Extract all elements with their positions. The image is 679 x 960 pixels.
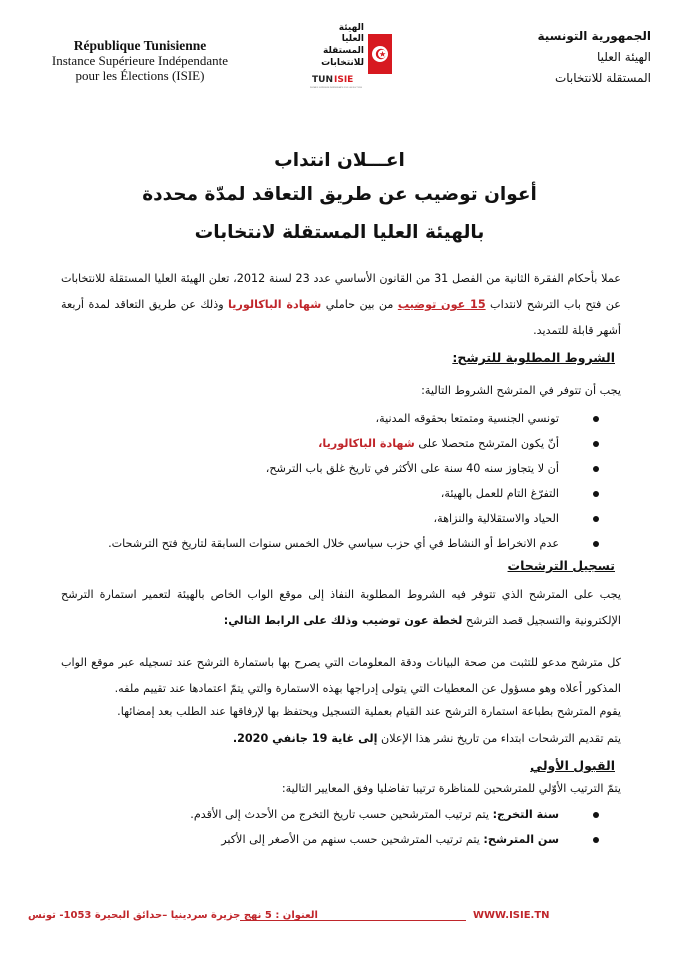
registration-heading: تسجيل الترشحات (507, 558, 615, 573)
footer (28, 910, 548, 928)
conditions-list (101, 406, 621, 556)
criterion-age-label: سن المترشح: (483, 833, 559, 846)
list-item (101, 531, 621, 556)
header-country-ar: الجمهورية التونسية (537, 29, 651, 43)
intro-text-1: عملا بأحكام الفقرة الثانية من الفصل 31 من القانون الأساسي عدد 23 لسنة 2012، تعلن الهيئة العليا المستقلة للانتخابات عن فتح باب الترشح لانتداب (61, 272, 621, 311)
announcement-subtitle-2: بالهيئة العليا المستقلة لانتخابات (194, 222, 485, 243)
footer-divider (240, 920, 466, 921)
condition-neutrality: الحياد والاستقلالية والنزاهة، (433, 512, 559, 525)
registration-deadline-prefix: يتم تقديم الترشحات ابتداء من تاريخ نشر هذا الإعلان (377, 732, 621, 745)
condition-diploma-prefix: أنّ يكون المترشح متحصلا على (414, 437, 559, 450)
registration-link-label: لخطة عون توضيب وذلك على الرابط التالي: (223, 614, 463, 627)
registration-paragraph-2: كل مترشح مدعو للتثبت من صحة البيانات ودقة المعلومات التي يصرح بها باستمارة الترشح عند تسجيله عبر موقع الواب المذكور أعلاه وهو مسؤول عن المعطيات التي يتولى إدراجها بهذه الاستمارة والتي يتمّ اعتمادها عند تقييم ملفه. (61, 656, 621, 695)
intro-highlight-agents: 15 عون توضيب (397, 298, 486, 311)
registration-deadline (61, 732, 621, 745)
criterion-graduation-label: سنة التخرج: (492, 808, 559, 821)
logo-arabic-2: العليا (341, 34, 364, 44)
isie-logo (300, 20, 400, 112)
header-elections-fr: pour les Élections (ISIE) (75, 68, 205, 83)
preselection-list (101, 802, 621, 852)
announcement-title: اعـــلان انتداب (274, 150, 405, 171)
preselection-lead: يتمّ الترتيب الأوّلي للمترشحين للمناظرة ترتيبا تفاضليا وفق المعايير التالية: (281, 782, 621, 795)
logo-arabic-1: الهيئة (338, 23, 364, 33)
registration-print-note: يقوم المترشح بطباعة استمارة الترشح عند القيام بعملية التسجيل ويحتفظ بها لإرفاقها عند الطلب بعد إمضائها. (117, 705, 621, 718)
registration-paragraph-1 (61, 582, 621, 634)
criterion-age-text: يتم ترتيب المترشحين حسب سنهم من الأصغر إلى الأكبر (221, 833, 484, 846)
announcement-subtitle: أعوان توضيب عن طريق التعاقد لمدّة محددة (142, 184, 537, 205)
header-country-fr: République Tunisienne (73, 38, 207, 53)
list-item (101, 827, 621, 852)
condition-no-party: عدم الانخراط أو النشاط في أي حزب سياسي خلال الخمس سنوات السابقة لتاريخ فتح الترشحات. (108, 537, 559, 550)
condition-age: أن لا يتجاوز سنه 40 سنة على الأكثر في تاريخ غلق باب الترشح، (265, 462, 559, 475)
intro-text-3: وذلك عن طريق التعاقد لمدة أربعة أشهر قابلة للتمديد. (61, 298, 621, 337)
condition-availability: التفرّغ التام للعمل بالهيئة، (440, 487, 559, 500)
header-instance-ar: الهيئة العليا (596, 50, 651, 64)
header-right-block (501, 26, 651, 89)
footer-address: العنوان : 5 نهج جزيرة سردينيا –حدائق البحيرة 1053- تونس (28, 910, 318, 921)
logo-fine-print: INSTANCE SUPÉRIEURE INDÉPENDANTE POUR LES ÉLECTIONS (310, 87, 363, 89)
intro-paragraph (61, 266, 621, 344)
header-instance-fr: Instance Supérieure Indépendante (51, 53, 229, 68)
conditions-lead: يجب أن تتوفر في المترشح الشروط التالية: (421, 384, 621, 397)
list-item (101, 802, 621, 827)
condition-nationality: تونسي الجنسية ومتمتعا بحقوقه المدنية، (375, 412, 559, 425)
tunisian-flag-icon (368, 34, 392, 74)
intro-text-2: من بين حاملي (321, 298, 398, 311)
preselection-heading: القبول الأولي (530, 758, 615, 773)
registration-deadline-date: إلى غاية 19 جانفي 2020. (232, 732, 378, 745)
conditions-heading: الشروط المطلوبة للترشح: (452, 350, 615, 365)
list-item (101, 456, 621, 481)
list-item (101, 506, 621, 531)
logo-brand-tun: TUN (312, 75, 333, 85)
intro-highlight-diploma: شهادة الباكالوريا (228, 298, 322, 311)
condition-diploma-highlight: شهادة الباكالوريا، (318, 437, 415, 450)
header-elections-ar: المستقلة للانتخابات (554, 71, 651, 85)
logo-brand-isie: ISIE (334, 75, 354, 85)
logo-arabic-3: المستقلة (323, 46, 364, 56)
registration-text-1: يجب على المترشح الذي تتوفر فيه الشروط المطلوبة النفاذ إلى موقع الواب الخاص بالهيئة لتعمير استمارة الترشح الإلكترونية والتسجيل قصد الترشح (61, 588, 621, 627)
list-item (101, 481, 621, 506)
list-item (101, 406, 621, 431)
footer-website-link[interactable]: WWW.ISIE.TN (473, 910, 550, 921)
criterion-graduation-text: يتم ترتيب المترشحين حسب تاريخ التخرج من الأحدث إلى الأقدم. (190, 808, 493, 821)
list-item (101, 431, 621, 456)
logo-arabic-4: للانتخابات (321, 58, 364, 68)
header-left-block (30, 38, 250, 83)
